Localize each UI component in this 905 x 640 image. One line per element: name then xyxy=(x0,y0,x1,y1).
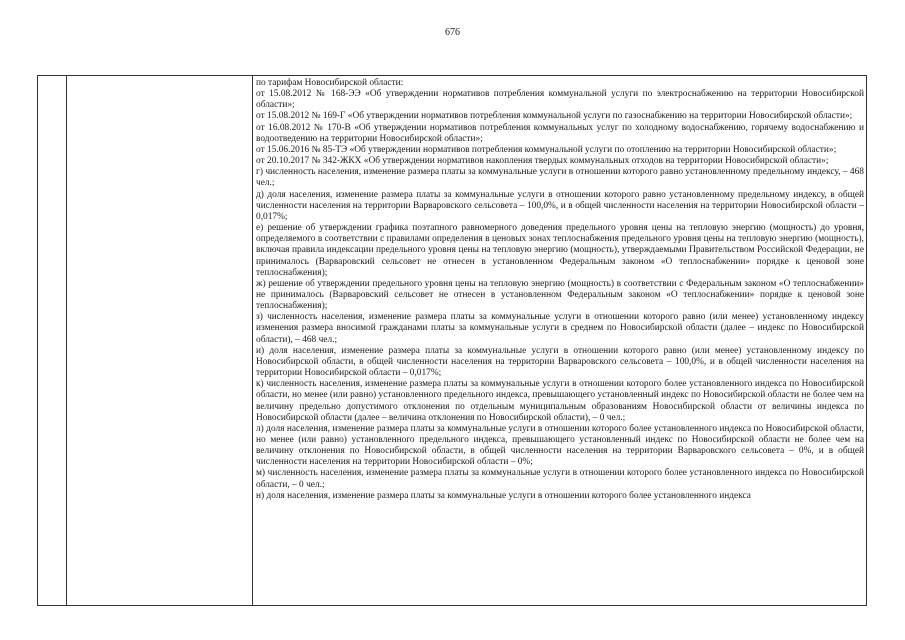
paragraph-item-m: м) численность населения, изменение размера платы за коммунальные услуги в отношении которого более установленного индекса по Новосибирской области, – 0 чел.; xyxy=(256,468,864,490)
column-divider-1 xyxy=(66,76,67,605)
paragraph-item-d: д) доля населения, изменение размера платы за коммунальные услуги в отношении которого равно установленному предельному индексу, в общей численности населения на территории Варваровского сельсовета – 100,0%, и в общей численности населения на территории Новосибирской области – 0,017%; xyxy=(256,189,864,222)
paragraph-item-n: н) доля населения, изменение размера платы за коммунальные услуги в отношении которого более установленного индекса xyxy=(256,490,751,501)
content-cell xyxy=(256,78,864,605)
paragraph-resolution-85: от 15.06.2016 № 85-ТЭ «Об утверждении нормативов потребления коммунальной услуги по отоплению на территории Новосибирской области»; xyxy=(256,144,837,155)
paragraph-resolution-170: от 16.08.2012 № 170-В «Об утверждении нормативов потребления коммунальных услуг по холодному водоснабжению, горячему водоснабжению и водоотведению на территории Новосибирской области»; xyxy=(256,122,864,144)
page-number: 676 xyxy=(445,27,460,38)
paragraph-item-z: з) численность населения, изменение размера платы за коммунальные услуги в отношении которого равно (или менее) установленному индексу изменения размера вносимой гражданами платы за коммунальные услуги в среднем по Новосибирской области (далее – индекс по Новосибирской области), – 468 чел.; xyxy=(256,312,864,345)
paragraph-resolution-342: от 20.10.2017 № 342-ЖКХ «Об утверждении нормативов накопления твердых коммунальных отходов на территории Новосибирской области»; xyxy=(256,156,829,167)
paragraph-item-e: е) решение об утверждении графика поэтапного равномерного доведения предельного уровня цены на тепловую энергию (мощность) до уровня, определяемого в соответствии с правилами определения в ценовых зонах теплоснабжения предельного уровня цены на тепловую энергию (мощность), включая правила индексации предельного уровня цены на тепловую энергию (мощность), утверждаемыми Правительством Российской Федерации, не принималось (Варваровский сельсовет не отнесен в установленном Федеральным законом «О теплоснабжении» порядке к ценовой зоне теплоснабжения); xyxy=(256,223,864,278)
paragraph-item-k: к) численность населения, изменение размера платы за коммунальные услуги в отношении которого более установленного индекса по Новосибирской области, но менее (или равно) установленного предельного индекса, превышающего установленный индекс по Новосибирской области не более чем на величину предельно допустимого отклонения по отдельным муниципальным образованиям Новосибирской области от величины индекса по Новосибирской области (далее – величина отклонения по Новосибирской области), – 0 чел.; xyxy=(256,379,864,423)
paragraph-item-zh: ж) решение об утверждении предельного уровня цены на тепловую энергию (мощность) в соответствии с Федеральным законом «О теплоснабжении» не принималось (Варваровский сельсовет не отнесен в установленном Федеральным законом «О теплоснабжении» порядке к ценовой зоне теплоснабжения); xyxy=(256,278,864,312)
paragraph-item-l: л) доля населения, изменение размера платы за коммунальные услуги в отношении которого более установленного индекса по Новосибирской области, но менее (или равно) установленного предельного индекса, превышающего установленный индекс по Новосибирской области не более чем на величину отклонения по Новосибирской области, в общей численности населения на территории Варваровского сельсовета – 0%, и в общей численности населения на территории Новосибирской области – 0%; xyxy=(256,423,864,468)
paragraph-item-i: и) доля населения, изменение размера платы за коммунальные услуги в отношении которого равно (или менее) установленному индексу по Новосибирской области, в общей численности населения на территории Варваровского сельсовета – 100,0%, и в общей численности населения на территории Новосибирской области – 0,017%; xyxy=(256,345,864,379)
document-table xyxy=(37,75,867,606)
paragraph-item-g: г) численность населения, изменение размера платы за коммунальные услуги в отношении которого равно установленному предельному индексу, – 468 чел.; xyxy=(256,167,864,189)
paragraph-resolution-169: от 15.08.2012 № 169-Г «Об утверждении нормативов потребления коммунальной услуги по газоснабжению на территории Новосибирской области»; xyxy=(256,111,853,122)
column-divider-2 xyxy=(252,76,253,605)
paragraph-resolution-168: от 15.08.2012 № 168-ЭЭ «Об утверждении нормативов потребления коммунальной услуги по электроснабжению на территории Новосибирской области»; xyxy=(256,89,864,111)
paragraph-intro: по тарифам Новосибирской области: xyxy=(256,78,404,88)
